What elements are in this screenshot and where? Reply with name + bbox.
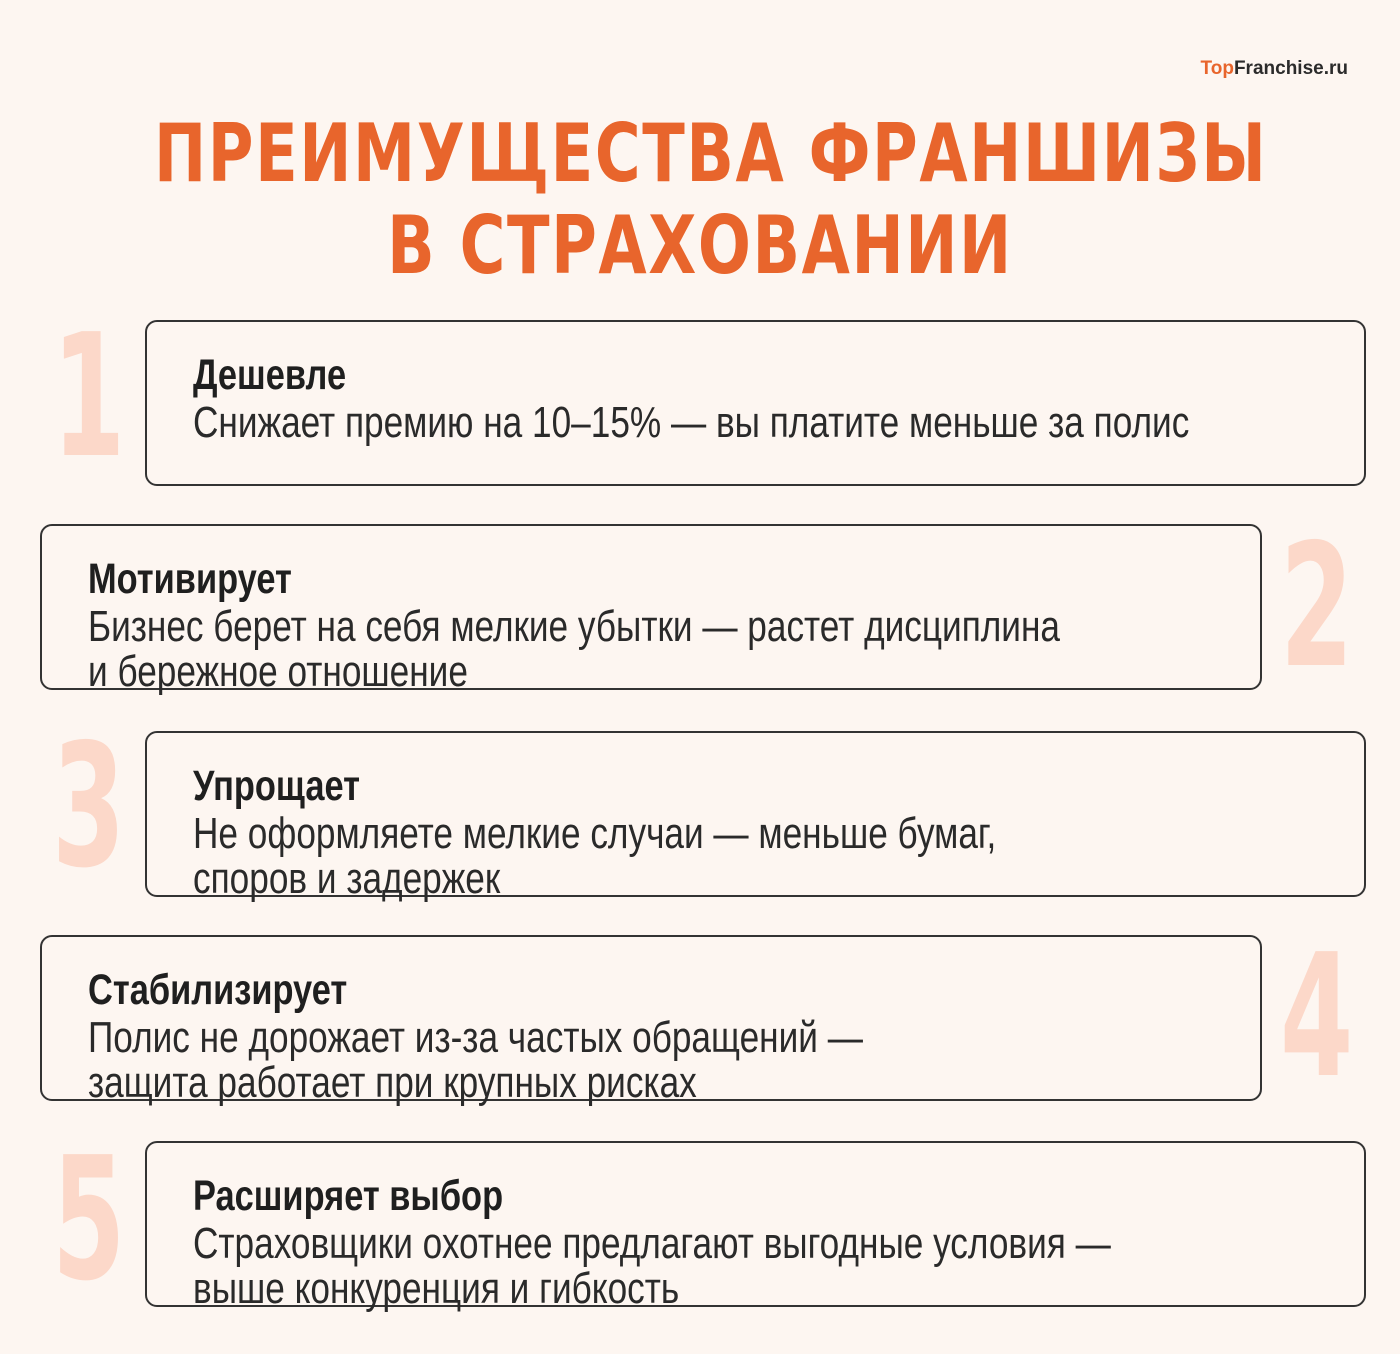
card-heading: Дешевле <box>193 351 347 399</box>
card-text: Полис не дорожает из-за частых обращений — защита работает при крупных рисках <box>88 1013 863 1107</box>
brand-logo <box>1201 58 1348 80</box>
card-text: Бизнес берет на себя мелкие убытки — растет дисциплина и бережное отношение <box>88 602 1060 696</box>
title-line-1: ПРЕИМУЩЕСТВА ФРАНШИЗЫ <box>154 107 1268 200</box>
benefit-card-4 <box>40 935 1262 1107</box>
card-heading: Мотивирует <box>88 555 292 603</box>
item-number-2: 2 <box>1280 508 1354 706</box>
benefit-card-3 <box>145 731 1366 903</box>
item-number-4: 4 <box>1280 918 1354 1116</box>
benefit-card-1 <box>145 320 1366 486</box>
card-heading: Стабилизирует <box>88 966 348 1014</box>
brand-accent: Top <box>1200 58 1234 79</box>
card-heading: Расширяет выбор <box>193 1172 504 1220</box>
brand-rest: Franchise.ru <box>1233 58 1348 79</box>
page-title <box>154 107 1268 292</box>
title-line-2: В СТРАХОВАНИИ <box>387 199 1013 292</box>
item-number-3: 3 <box>52 708 126 906</box>
item-number-1: 1 <box>52 298 126 496</box>
card-text: Страховщики охотнее предлагают выгодные условия — выше конкуренция и гибкость <box>193 1219 1111 1313</box>
card-heading: Упрощает <box>193 762 360 810</box>
card-text: Снижает премию на 10–15% — вы платите меньше за полис <box>193 398 1190 447</box>
benefit-card-5 <box>145 1141 1366 1313</box>
benefit-card-2 <box>40 524 1262 696</box>
card-text: Не оформляете мелкие случаи — меньше бумаг, споров и задержек <box>193 809 997 903</box>
item-number-5: 5 <box>52 1121 126 1319</box>
